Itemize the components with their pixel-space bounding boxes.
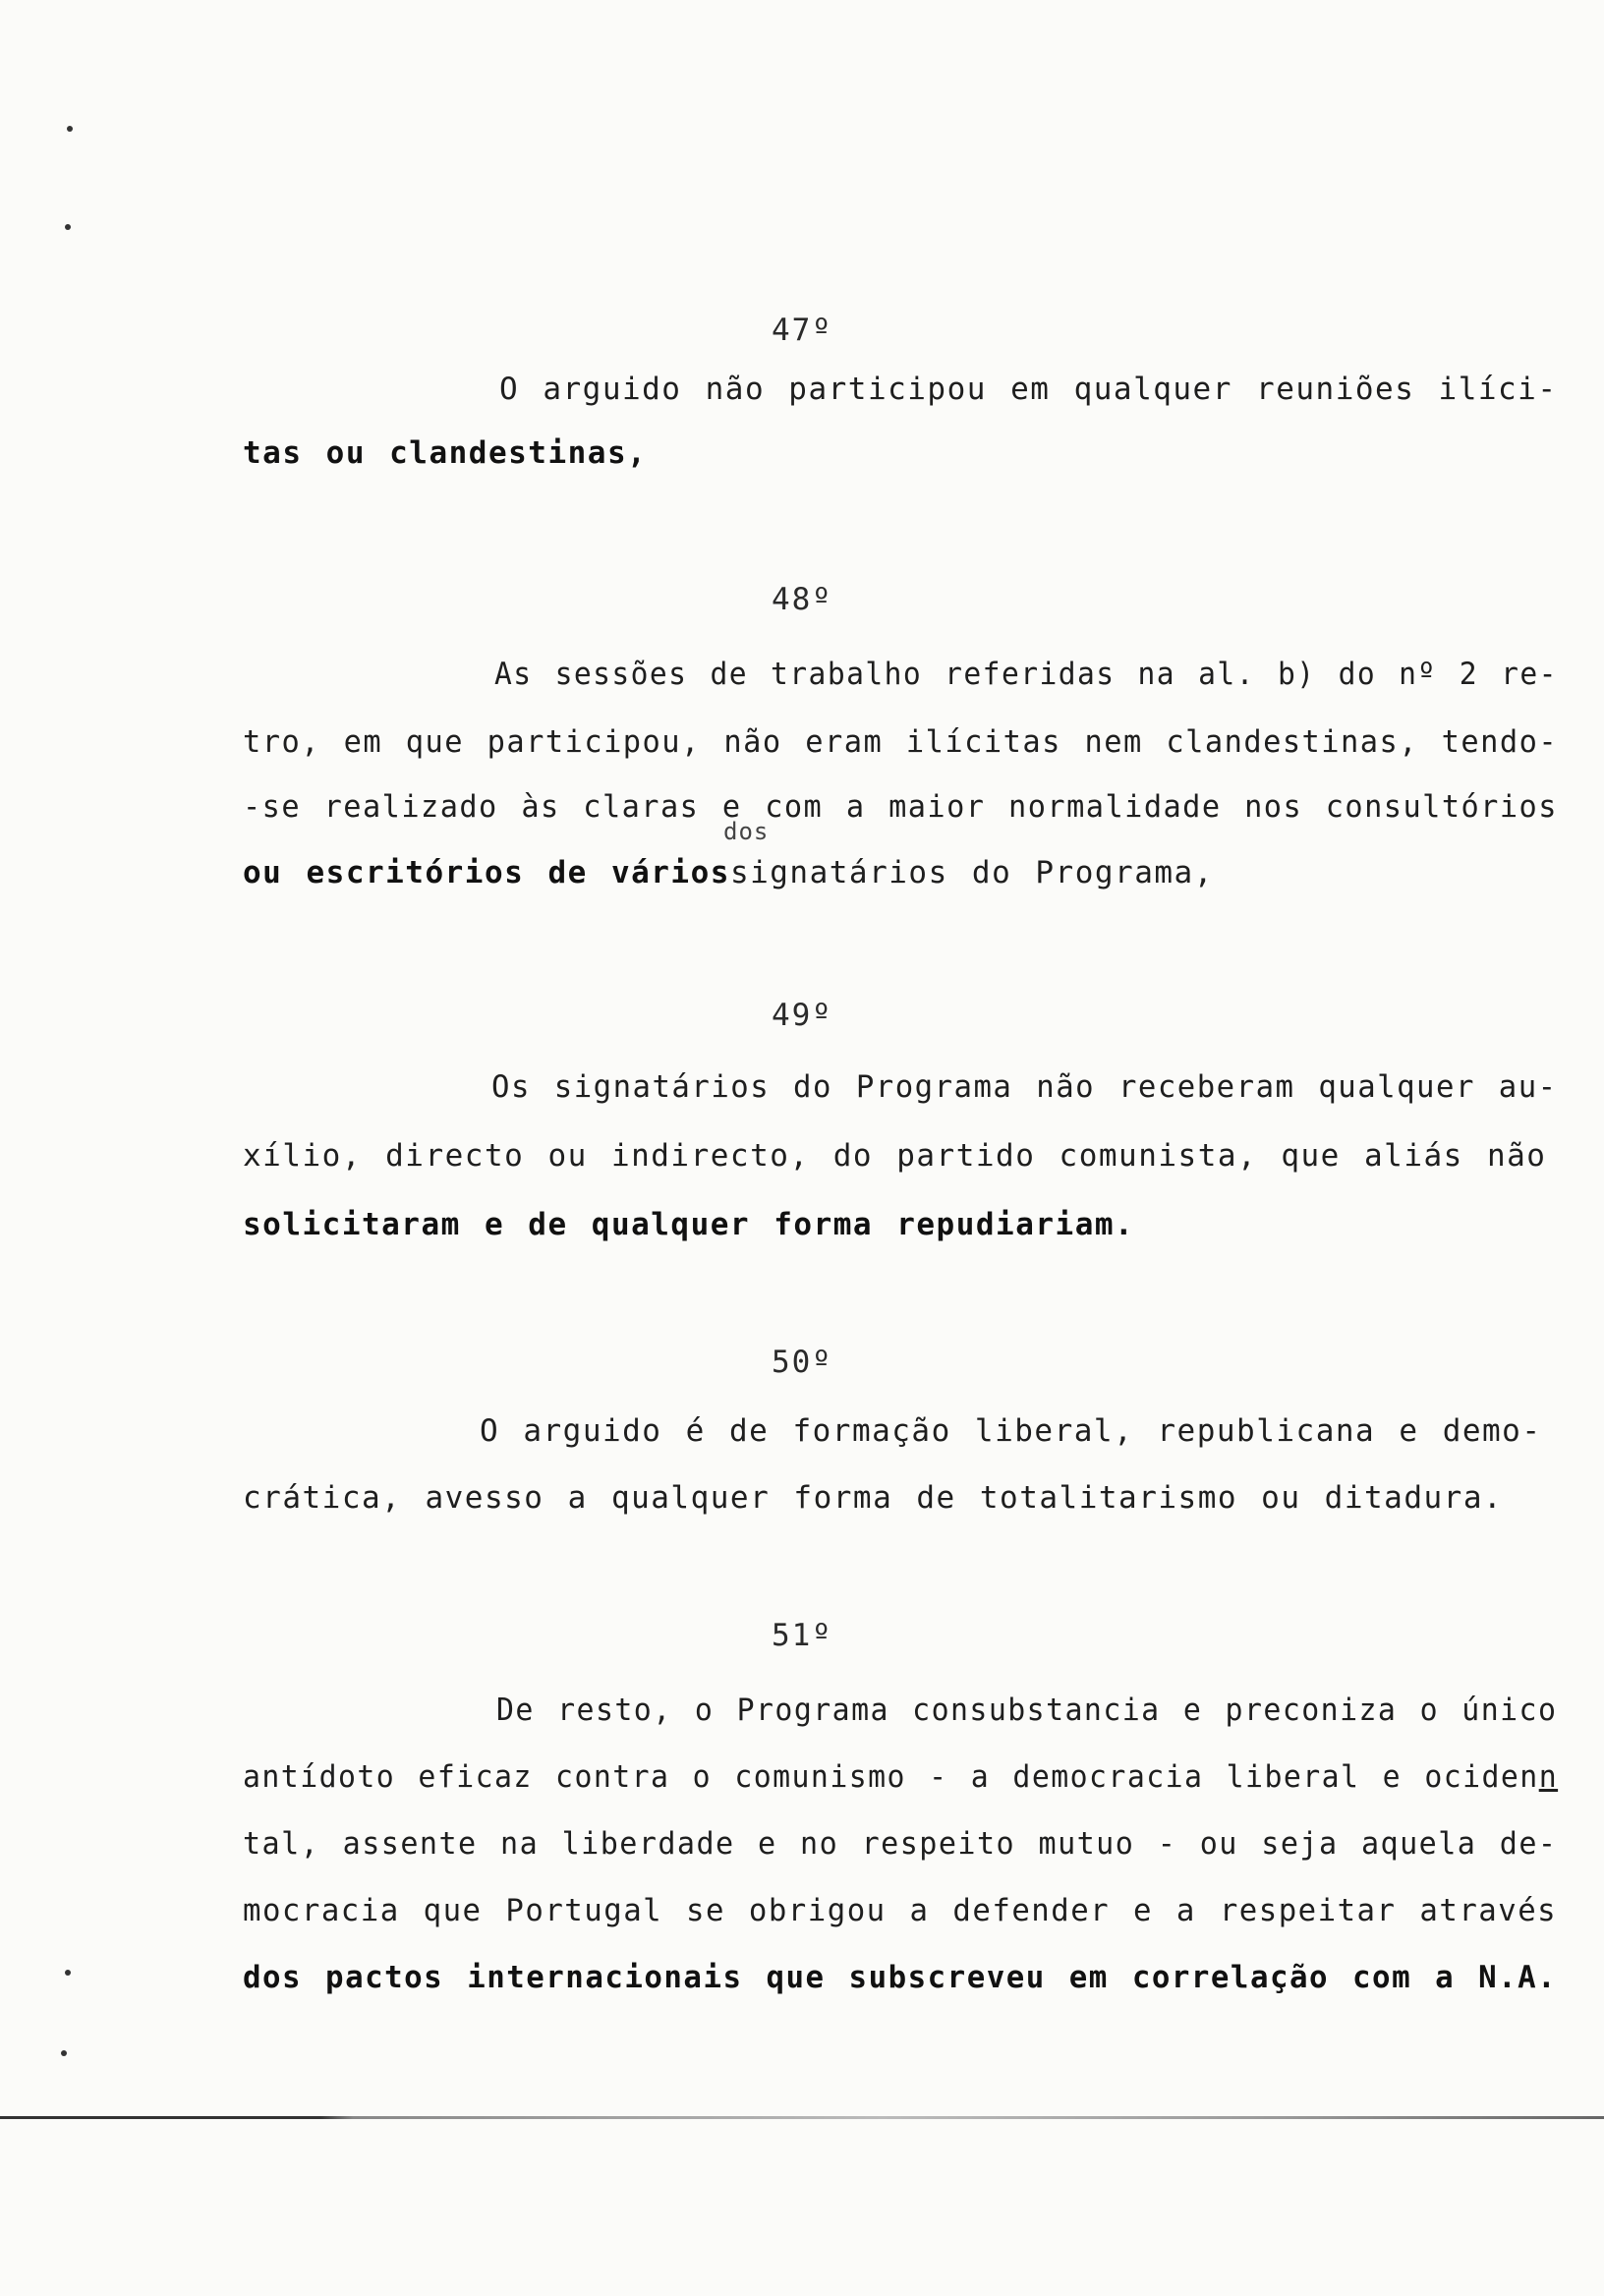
text-line: tas ou clandestinas, [243, 435, 648, 471]
handwritten-insertion: dos [723, 818, 770, 845]
bottom-rule [0, 2116, 1604, 2119]
scan-speck [67, 126, 73, 132]
scan-speck [65, 1970, 71, 1976]
scan-speck [65, 224, 71, 230]
text-line: -se realizado às claras e com a maior normalidade nos consultórios [243, 789, 1558, 825]
paragraph-number: 51º [772, 1618, 832, 1653]
text-line: tal, assente na liberdade e no respeito mutuo - ou seja aquela de- [243, 1826, 1558, 1862]
text-line: mocracia que Portugal se obrigou a defender e a respeitar através [243, 1893, 1558, 1928]
text-line: dos pactos internacionais que subscreveu em correlação com a N.A. [243, 1960, 1558, 1995]
text-line: De resto, o Programa consubstancia e preconiza o único [496, 1693, 1558, 1728]
text-line: O arguido é de formação liberal, republicana e demo- [480, 1413, 1542, 1449]
paragraph-number: 48º [772, 582, 832, 617]
text-line: tro, em que participou, não eram ilícitas nem clandestinas, tendo- [243, 724, 1559, 760]
paragraph-number: 49º [772, 998, 832, 1033]
paragraph-number: 47º [772, 313, 832, 348]
text-line: O arguido não participou em qualquer reuniões ilíci- [499, 372, 1558, 407]
text-line: crática, avesso a qualquer forma de totalitarismo ou ditadura. [243, 1480, 1504, 1516]
text-line: As sessões de trabalho referidas na al. b) do nº 2 re- [494, 657, 1558, 692]
text-line: Os signatários do Programa não receberam qualquer au- [491, 1069, 1558, 1105]
scan-speck [61, 2050, 67, 2056]
text-line: solicitaram e de qualquer forma repudiariam. [243, 1207, 1135, 1242]
text-line: antídoto eficaz contra o comunismo - a democracia liberal e ocidenn [243, 1759, 1559, 1795]
text-line: ou escritórios de váriossignatários do Programa, [243, 855, 1214, 890]
paragraph-number: 50º [772, 1345, 832, 1380]
text-line: xílio, directo ou indirecto, do partido comunista, que aliás não [243, 1138, 1547, 1174]
